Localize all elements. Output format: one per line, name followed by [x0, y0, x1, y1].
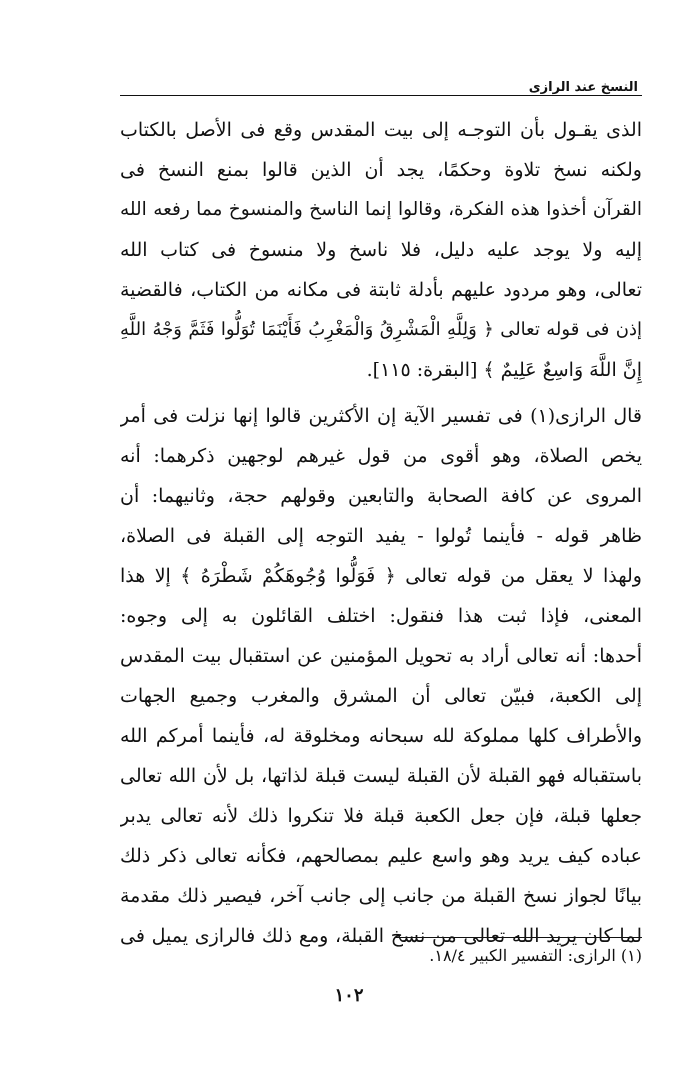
text-line: عباده كيف يريد وهو واسع عليم بمصالحهم، فكأنه تعالى ذكر ذلك [120, 845, 642, 867]
quran-verse-line: ولهذا لا يعقل من قوله تعالى ﴿ فَوَلُّوا وُجُوهَكُمْ شَطْرَهُ ﴾ إلا هذا [120, 565, 642, 587]
quran-verse-line: إِنَّ اللَّهَ وَاسِعٌ عَلِيمٌ ﴾ [البقرة: ١١٥]. [366, 359, 642, 381]
text-line: لما كان يريد الله تعالى من نسخ القبلة، ومع ذلك فالرازى يميل فى [120, 925, 642, 947]
text-line: القرآن أخذوا هذه الفكرة، وقالوا إنما الناسخ والمنسوخ مما رفعه الله [120, 199, 642, 220]
text-line: ولكنه نسخ تلاوة وحكمًا، يجد أن الذين قالوا بمنع النسخ فى [120, 159, 642, 181]
text-line: الذى يقـول بأن التوجـه إلى بيت المقدس وقع فى الأصل بالكتاب [120, 119, 642, 141]
text-line: قال الرازى(١) فى تفسير الآية إن الأكثرين قالوا إنها نزلت فى أمر [120, 405, 642, 427]
text-line: باستقباله فهو القبلة لأن القبلة ليست قبلة لذاتها، بل لأن الله تعالى [120, 765, 642, 787]
text-line: إليه ولا يوجد عليه دليل، فلا ناسخ ولا منسوخ فى كتاب الله [120, 239, 642, 261]
footnote: (١) الرازى: التفسير الكبير ١٨/٤. [429, 946, 642, 965]
page-number: ١٠٢ [334, 985, 364, 1006]
paragraph-2 [120, 396, 642, 956]
body-text [120, 110, 642, 956]
paragraph-1 [120, 110, 642, 390]
running-header: النسخ عند الرازى [528, 80, 638, 95]
text-line: أحدها: أنه تعالى أراد به تحويل المؤمنين عن استقبال بيت المقدس [120, 645, 642, 667]
text-line: إلى الكعبة، فبيّن تعالى أن المشرق والمغرب وجميع الجهات [120, 685, 642, 707]
text-line: جعلها قبلة، فإن جعل الكعبة قبلة فلا تنكروا ذلك لأنه تعالى يدبر [120, 805, 642, 827]
text-line: المعنى، فإذا ثبت هذا فنقول: اختلف القائلون به إلى وجوه: [120, 605, 642, 627]
text-line: تعالى، وهو مردود عليهم بأدلة ثابتة فى مكانه من الكتاب، فالقضية [120, 279, 642, 301]
text-line: ظاهر قوله - فأينما تُولوا - يفيد التوجه إلى القبلة فى الصلاة، [120, 525, 642, 547]
text-line: بيانًا لجواز نسخ القبلة من جانب إلى جانب آخر، فيصير ذلك مقدمة [120, 885, 642, 907]
text-line: المروى عن كافة الصحابة والتابعين وقولهم حجة، وثانيهما: أن [120, 485, 642, 507]
footnote-rule [395, 937, 642, 938]
quran-verse-line: إذن فى قوله تعالى ﴿ وَلِلَّهِ الْمَشْرِقُ وَالْمَغْرِبُ فَأَيْنَمَا تُوَلُّوا فَثَمَّ وَجْهُ اللَّهِ [120, 319, 642, 340]
text-line: يخص الصلاة، وهو أقوى من قول غيرهم لوجهين ذكرهما: أنه [120, 445, 642, 467]
header-rule [120, 95, 642, 96]
text-line: والأطراف كلها مملوكة لله سبحانه ومخلوقة له، فأينما أمركم الله [120, 725, 642, 747]
